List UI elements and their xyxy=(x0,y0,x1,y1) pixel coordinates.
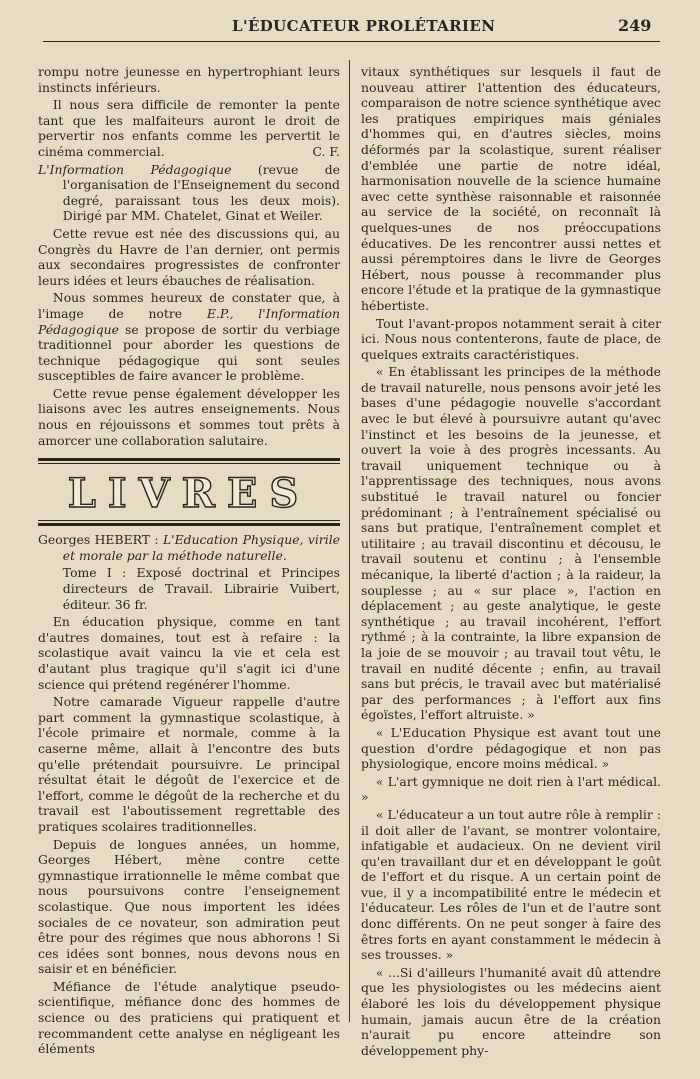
paragraph: Cette revue est née des discussions qui, au Congrès du Havre de l'an dernier, ont permis aux secondaires progressistes de confronter leurs idées et leurs ébauches de réalisation. xyxy=(38,225,340,288)
paragraph: Tout l'avant-propos notamment serait à citer ici. Nous nous contenterons, faute de place, de quelques extraits caractéristiques. xyxy=(361,315,661,362)
band-rule xyxy=(38,458,340,461)
book-author: Georges HEBERT : xyxy=(38,532,163,548)
band-rule xyxy=(38,463,340,464)
signature: C. F. xyxy=(312,143,340,159)
paragraph: Cette revue pense également développer les liaisons avec les autres enseignements. Nous nous en réjouissons et sommes tout prêts à amorcer une collaboration salutaire. xyxy=(38,385,340,448)
quote: « L'éducateur a un tout autre rôle à remplir : il doit aller de l'avant, se montrer volontaire, infatigable et audacieux. On ne devient viril qu'en travaillant dur et en développant le goût de l'effort et du risque. A un certain point de vue, il y a incompatibilité entre le médecin et l'éducateur. Les rôles de l'un et de l'autre sont donc différents. On ne peut songer à faire des êtres forts en ayant constamment le médecin à ses trousses. » xyxy=(361,806,661,963)
review-entry xyxy=(38,162,340,224)
paragraph-text: Nous sommes heureux de constater que, à l'image de notre xyxy=(38,290,340,321)
paragraph: Méfiance de l'étude analytique pseudo-scientifique, méfiance donc des hommes de science ou des praticiens qui pratiquent et recommandent cette analyse en négligeant les éléments xyxy=(38,978,340,1057)
section-heading-band xyxy=(38,458,340,526)
book-title: L'Education Physique, virile et morale par la méthode naturelle. xyxy=(62,532,340,563)
review-description: (revue de l'organisation de l'Enseignement du second degré, paraissant tous les deux mois). Dirigé par MM. Chatelet, Ginat et Weiler. xyxy=(62,161,340,224)
paragraph xyxy=(38,290,340,384)
book-entry xyxy=(38,532,340,563)
page-number: 249 xyxy=(618,16,652,35)
page-header xyxy=(0,0,700,44)
header-rule xyxy=(43,41,660,42)
book-details: Tome I : Exposé doctrinal et Principes directeurs de Travail. Librairie Vuibert, éditeur. 36 fr. xyxy=(62,565,340,612)
column-divider xyxy=(349,60,350,1022)
paragraph xyxy=(38,97,340,159)
running-title: L'ÉDUCATEUR PROLÉTARIEN xyxy=(232,17,496,35)
paragraph: Depuis de longues années, un homme, Georges Hébert, mène contre cette gymnastique irrationnelle le même combat que nous poursuivons contre l'enseignement scolastique. Que nous importent les idées sociales de ce novateur, son admiration peut être pour des régimes que nous abhorons ! Si ces idées sont bonnes, nous devons nous en saisir et en bénéficier. xyxy=(38,836,340,977)
paragraph: rompu notre jeunesse en hypertrophiant leurs instincts inférieurs. xyxy=(38,64,340,95)
left-column xyxy=(38,64,340,1057)
section-title: LIVRES xyxy=(67,470,311,518)
paragraph: En éducation physique, comme en tant d'autres domaines, tout est à refaire : la scolastique avait vaincu la vie et cela est d'autant plus tragique qu'il s'agit ici d'une science qui prétend regénérer l'homme. xyxy=(38,614,340,692)
paragraph: Notre camarade Vigueur rappelle d'autre part comment la gymnastique scolastique, à l'école primaire et normale, comme à la caserne même, allait à l'encontre des buts qu'elle prétendait poursuivre. Le principal résultat était le dégoût de l'exercice et de l'effort, comme le dégoût de la recherche et du travail est l'aboutissement regrettable des pratiques scolaires traditionnelles. xyxy=(38,694,340,834)
paragraph-text: se propose de sortir du verbiage traditionnel pour aborder les questions de technique pédagogique qui sont seules susceptibles de faire avancer le problème. xyxy=(38,321,340,384)
review-title: L'Information Pédagogique xyxy=(38,161,232,177)
quote: « ...Si d'ailleurs l'humanité avait dû attendre que les physiologistes ou les médecins aient élaboré les lois du développement physique humain, jamais aucun être de la création n'aurait pu encore atteindre son développement phy- xyxy=(361,964,661,1058)
right-column xyxy=(361,64,661,1058)
paragraph: vitaux synthétiques sur lesquels il faut de nouveau attirer l'attention des éducateurs, comparaison de notre science synthétique avec les pratiques empiriques mais géniales d'hommes qui, en d'autres siècles, moins déformés par la scolastique, surent réaliser d'emblée une partie de notre idéal, harmonisation nouvelle de la science humaine avec cette synthèse raisonnable et raisonnée au service de la société, on reconnaît là quelques-unes de nos préoccupations éducatives. De les rencontrer aussi nettes et aussi péremptoires dans le livre de Georges Hébert, nous pousse à recommander plus encore l'étude et la pratique de la gymnastique hébertiste. xyxy=(361,64,661,313)
band-rule xyxy=(38,520,340,521)
quote: « L'art gymnique ne doit rien à l'art médical. » xyxy=(361,773,661,805)
paragraph-text: Il nous sera difficile de remonter la pente tant que les malfaiteurs auront le droit de pervertir nos enfants comme les pervertit le cinéma commercial. xyxy=(38,97,340,159)
band-rule xyxy=(38,523,340,526)
quote: « En établissant les principes de la méthode de travail naturelle, nous pensons avoir jeté les bases d'une pédagogie nouvelle s'accordant avec le but élevé à poursuivre autant qu'avec l'instinct et les besoins de la jeunesse, et ouvert la voie à des progrès incessants. Au travail uniquement technique ou à l'apprentissage des techniques, nous avons substitué le travail naturel ou foncier prédominant ; à l'entraînement spécialisé ou sans but pratique, l'entraînement complet et utilitaire ; au travail discontinu et décousu, le travail soutenu et continu ; à l'ensemble mécanique, la liberté d'action ; à la raideur, la souplesse ; au « sur place », l'action en déplacement ; au geste analytique, le geste synthétique ; au travail incohérent, l'effort rythmé ; à la contrainte, la libre expansion de la joie de se mouvoir ; au travail tout vêtu, le travail en nudité décente ; enfin, au travail sans but précis, le travail avec but matérialisé par des performances ; à l'effort aux fins égoïstes, l'effort altruiste. » xyxy=(361,364,661,723)
quote: « L'Education Physique est avant tout une question d'ordre pédagogique et non pas physiologique, encore moins médical. » xyxy=(361,724,661,772)
emphasis: E.P., l'Information Pédagogique xyxy=(38,305,340,337)
